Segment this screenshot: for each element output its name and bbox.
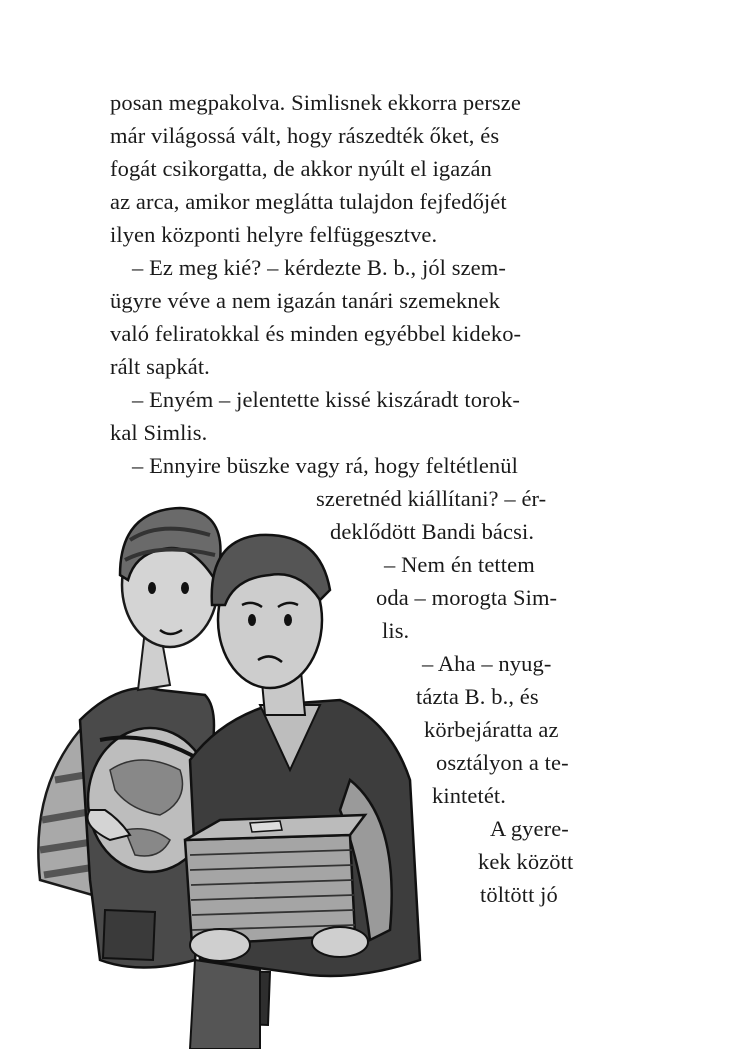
text-line-3: fogát csikorgatta, de akkor nyúlt el igazán <box>110 156 492 181</box>
text-line-20: körbejáratta az <box>424 717 559 742</box>
text-line-11: kal Simlis. <box>110 420 208 445</box>
text-line-4: az arca, amikor meglátta tulajdon fejfedőjét <box>110 189 507 214</box>
text-line-19: tázta B. b., és <box>416 684 539 709</box>
text-line-17: lis. <box>382 618 410 643</box>
text-line-9: rált sapkát. <box>110 354 210 379</box>
text-line-18: – Aha – nyug- <box>422 651 552 676</box>
text-line-14: deklődött Bandi bácsi. <box>330 519 535 544</box>
two-boys-illustration-icon <box>20 480 440 1049</box>
text-line-25: töltött jó <box>480 882 558 907</box>
text-line-7: ügyre véve a nem igazán tanári szemeknek <box>110 288 501 313</box>
text-line-8: való feliratokkal és minden egyébbel kideko- <box>110 321 522 346</box>
text-line-23: A gyere- <box>490 816 569 841</box>
text-line-1: posan megpakolva. Simlisnek ekkorra persze <box>110 90 521 115</box>
text-line-15: – Nem én tettem <box>384 552 535 577</box>
text-line-21: osztályon a te- <box>436 750 569 775</box>
text-line-13: szeretnéd kiállítani? – ér- <box>316 486 547 511</box>
text-line-10: – Enyém – jelentette kissé kiszáradt torok- <box>132 387 520 412</box>
text-line-5: ilyen központi helyre felfüggesztve. <box>110 222 438 247</box>
text-line-2: már világossá vált, hogy rászedték őket, és <box>110 123 500 148</box>
text-line-6: – Ez meg kié? – kérdezte B. b., jól szem- <box>132 255 506 280</box>
text-line-24: kek között <box>478 849 574 874</box>
text-line-16: oda – morogta Sim- <box>376 585 558 610</box>
text-line-12: – Ennyire büszke vagy rá, hogy feltétlenül <box>132 453 518 478</box>
text-line-22: kintetét. <box>432 783 507 808</box>
